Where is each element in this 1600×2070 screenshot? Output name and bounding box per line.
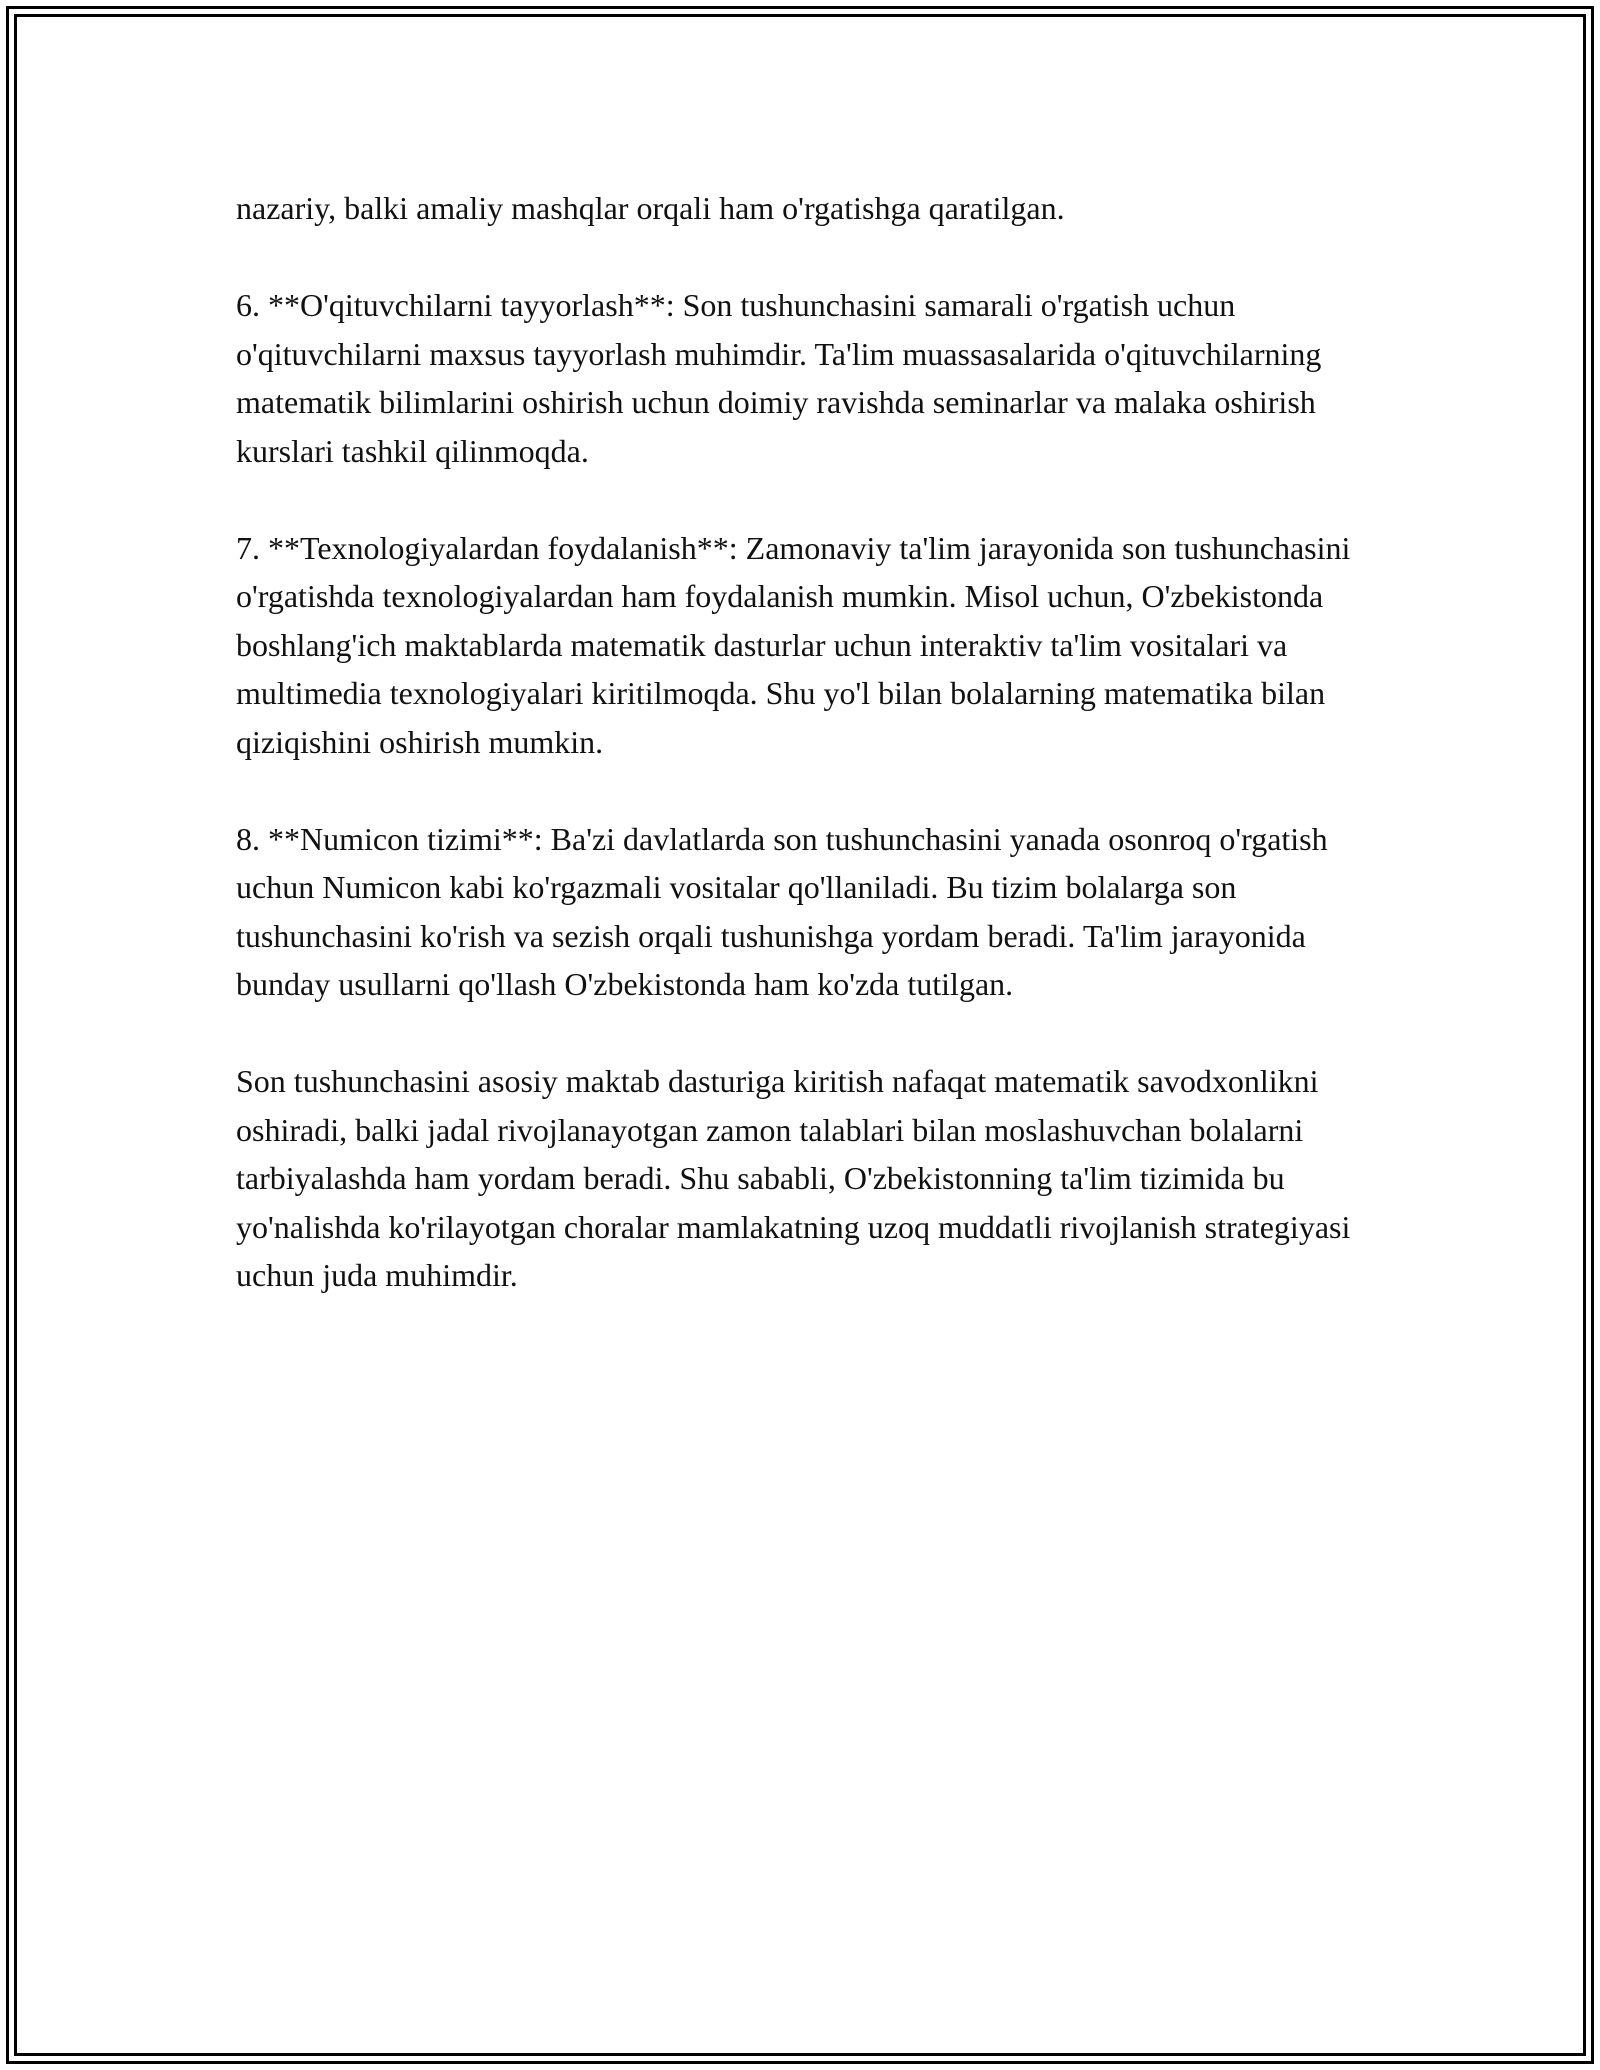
paragraph-item-8: 8. **Numicon tizimi**: Ba'zi davlatlarda son tushunchasini yanada osonroq o'rgatish uchun Numicon kabi ko'rgazmali vositalar qo'llaniladi. Bu tizim bolalarga son tushunchasini ko'rish va sezish orqali tushunishga yordam beradi. Ta'lim jarayonida bunday usullarni qo'llash O'zbekistonda ham ko'zda tutilgan. [236, 820, 1328, 1002]
paragraph-item-7: 7. **Texnologiyalardan foydalanish**: Zamonaviy ta'lim jarayonida son tushunchasini o'rgatishda texnologiyalardan ham foydalanish mumkin. Misol uchun, O'zbekistonda boshlang'ich maktablarda matematik dasturlar uchun interaktiv ta'lim vositalari va multimedia texnologiyalari kiritilmoqda. Shu yo'l bilan bolalarning matematika bilan qiziqishini oshirish mumkin. [236, 529, 1351, 760]
paragraph-item-6: 6. **O'qituvchilarni tayyorlash**: Son tushunchasini samarali o'rgatish uchun o'qituvchilarni maxsus tayyorlash muhimdir. Ta'lim muassasalarida o'qituvchilarning matematik bilimlarini oshirish uchun doimiy ravishda seminarlar va malaka oshirish kurslari tashkil qilinmoqda. [236, 287, 1322, 469]
paragraph-conclusion: Son tushunchasini asosiy maktab dasturiga kiritish nafaqat matematik savodxonlikni oshiradi, balki jadal rivojlanayotgan zamon talablari bilan moslashuvchan bolalarni tarbiyalashda ham yordam beradi. Shu sababli, O'zbekistonning ta'lim tizimida bu yo'nalishda ko'rilayotgan choralar mamlakatning uzoq muddatli rivojlanish strategiyasi uchun juda muhimdir. [236, 1063, 1351, 1293]
document-body [236, 184, 1396, 1348]
paragraph-continuation: nazariy, balki amaliy mashqlar orqali ham o'rgatishga qaratilgan. [236, 190, 1065, 226]
